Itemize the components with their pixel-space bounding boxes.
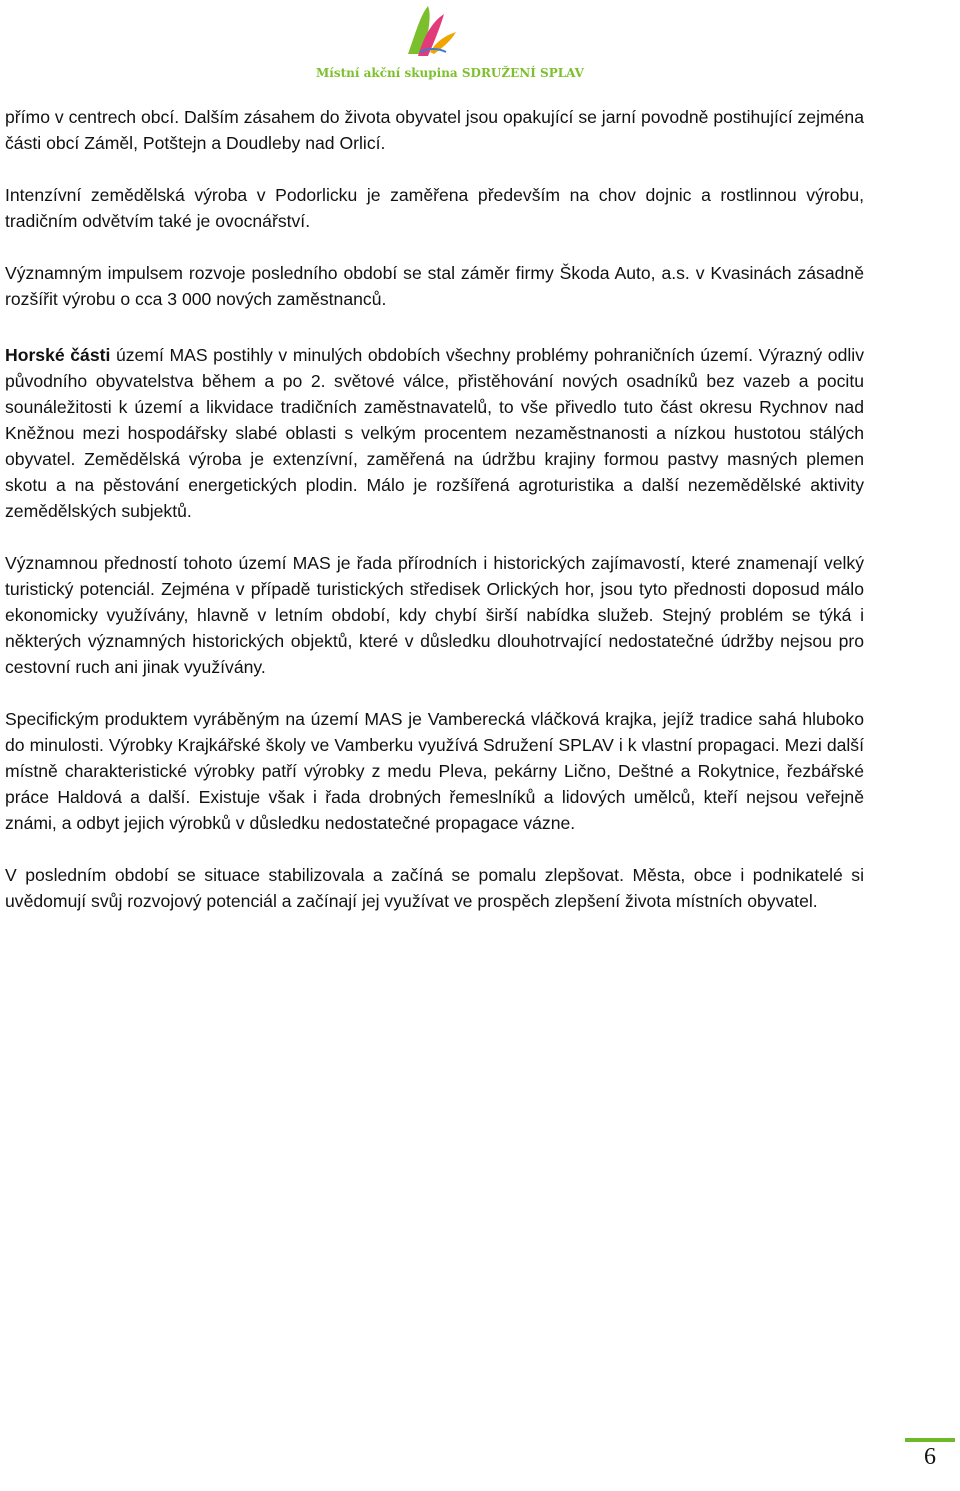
paragraph: přímo v centrech obcí. Dalším zásahem do života obyvatel jsou opakující se jarní povodně postihující zejména části obcí Záměl, Potštejn a Doudleby nad Orlicí. [5, 107, 864, 153]
paragraph-text: území MAS postihly v minulých obdobích všechny problémy pohraničních území. Výrazný odliv původního obyvatelstva během a po 2. světové válce, přistěhování nových osadníků bez vazeb a pocitu sounáležitosti k území a likvidace tradičních zaměstnavatelů, to vše přivedlo tuto část okresu Rychnov nad Kněžnou mezi hospodářsky slabé oblasti s velkým procentem nezaměstnanosti a nízkou hustotou stálých obyvatel. Zemědělská výroba je extenzívní, zaměřená na údržbu krajiny formou pastvy masných plemen skotu a na pěstování energetických plodin. Málo je rozšířená agroturistika a další nezemědělské aktivity zemědělských subjektů. [5, 345, 864, 521]
organization-title: Místní akční skupina SDRUŽENÍ SPLAV [316, 66, 584, 80]
paragraph: Významnou předností tohoto území MAS je řada přírodních i historických zajímavostí, které znamenají velký turistický potenciál. Zejména v případě turistických středisek Orlických hor, jsou tyto přednosti doposud málo ekonomicky využívány, hlavně v letním období, kdy chybí širší nabídka služeb. Stejný problém se týká i některých významných historických objektů, které v důsledku dlouhotrvající nedostatečné údržby nejsou pro cestovní ruch ani jinak využívány. [5, 553, 864, 677]
sdruzeni-splav-logo [398, 2, 462, 60]
paragraph-lead: Horské části [5, 345, 111, 365]
paragraph: V posledním období se situace stabilizovala a začíná se pomalu zlepšovat. Města, obce i podnikatelé si uvědomují svůj rozvojový potenciál a začínají jej využívat ve prospěch zlepšení života místních obyvatel. [5, 865, 864, 911]
footer-rule [905, 1438, 955, 1442]
paragraph: Intenzívní zemědělská výroba v Podorlicku je zaměřena především na chov dojnic a rostlinnou výrobu, tradičním odvětvím také je ovocnářství. [5, 185, 864, 231]
paragraph: Specifickým produktem vyráběným na území MAS je Vamberecká vláčková krajka, jejíž tradice sahá hluboko do minulosti. Výrobky Krajkářské školy ve Vamberku využívá Sdružení SPLAV i k vlastní propagaci. Mezi další místně charakteristické výrobky patří výrobky z medu Pleva, pekárny Lično, Deštné a Rokytnice, řezbářské práce Haldová a další. Existuje však i řada drobných řemeslníků a lidových umělců, kteří nejsou veřejně známi, a odbyt jejich výrobků v důsledku nedostatečné propagace vázne. [5, 709, 864, 833]
page-header [0, 0, 960, 90]
page-number: 6 [924, 1444, 936, 1470]
document-body [5, 104, 864, 940]
paragraph: Významným impulsem rozvoje posledního období se stal záměr firmy Škoda Auto, a.s. v Kvasinách zásadně rozšířit výrobu o cca 3 000 nových zaměstnanců. [5, 263, 864, 309]
paragraph-horske-casti [5, 342, 864, 524]
